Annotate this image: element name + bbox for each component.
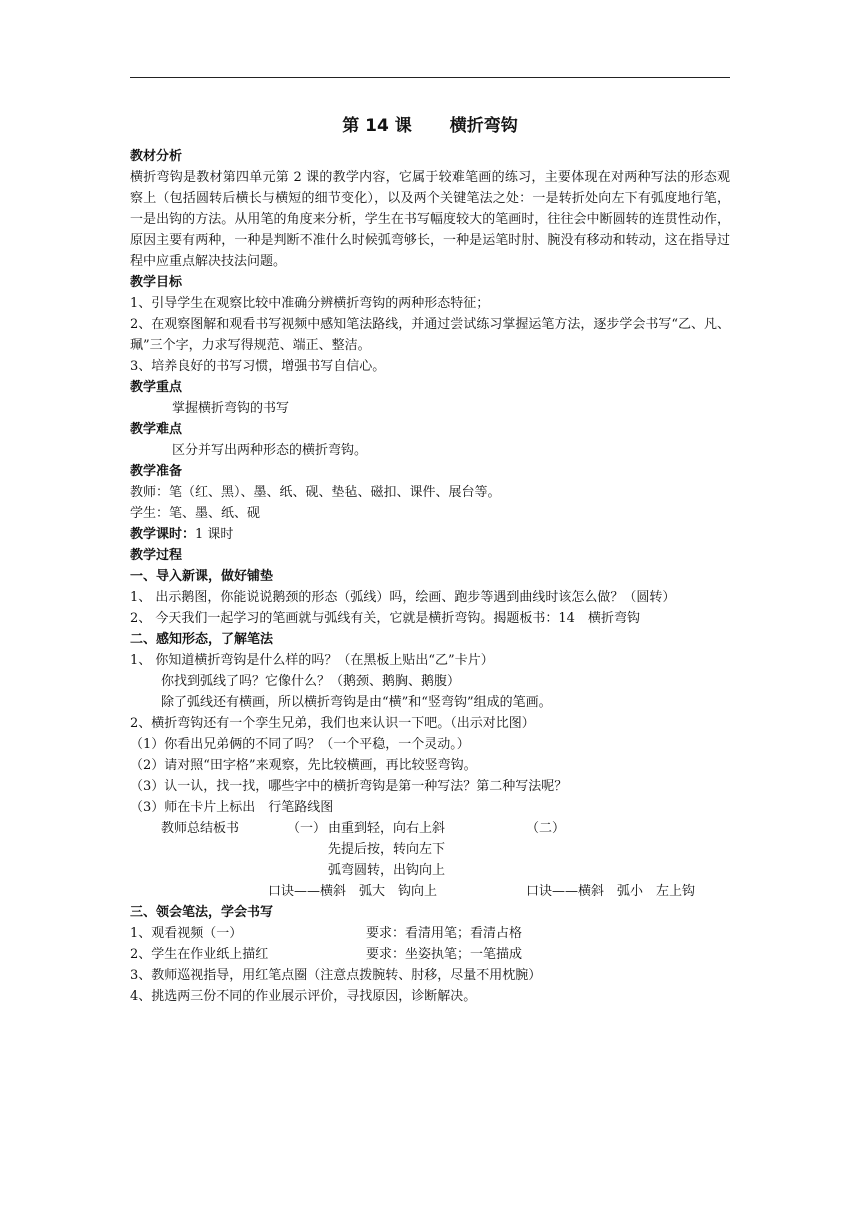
section2-q1: 1、 你知道横折弯钩是什么样的吗？（在黑板上贴出“乙”卡片） bbox=[130, 653, 494, 668]
section3-r2a: 2、学生在作业纸上描红 bbox=[130, 947, 269, 962]
board-one-line-1: 由重到轻，向右上斜 bbox=[328, 821, 446, 836]
section1-item-2: 2、 今天我们一起学习的笔画就与弧线有关，它就是横折弯钩。揭题板书：14 横折弯钩 bbox=[130, 611, 640, 626]
page-title bbox=[130, 112, 730, 140]
section3-r4: 4、挑选两三份不同的作业展示评价，寻找原因，诊断解决。 bbox=[130, 989, 477, 1004]
keypoint-text: 掌握横折弯钩的书写 bbox=[172, 401, 290, 416]
keypoint-heading: 教学重点 bbox=[130, 380, 183, 395]
goal-item-3: 3、培养良好的书写习惯，增强书写自信心。 bbox=[130, 359, 386, 374]
section3-r3: 3、教师巡视指导，用红笔点圈（注意点拨腕转、肘移，尽量不用枕腕） bbox=[130, 968, 542, 983]
header-rule bbox=[130, 77, 730, 78]
board-row-2 bbox=[130, 839, 730, 860]
board-two-tag: （二） bbox=[526, 821, 566, 836]
goal-item-1: 1、引导学生在观察比较中准确分辨横折弯钩的两种形态特征； bbox=[130, 296, 490, 311]
section2-heading: 二、感知形态，了解笔法 bbox=[130, 632, 274, 647]
section3-r1a: 1、观看视频（一） bbox=[130, 926, 243, 941]
lesson-name: 横折弯钩 bbox=[449, 116, 518, 136]
board-one-line-2: 先提后按，转向左下 bbox=[328, 842, 446, 857]
hours-value: 1 课时 bbox=[195, 527, 234, 542]
hours-line bbox=[130, 524, 730, 545]
board-one-tag: （一） bbox=[287, 821, 327, 836]
rhyme-one: 口诀——横斜 弧大 钩向上 bbox=[268, 884, 438, 899]
goals-heading: 教学目标 bbox=[130, 275, 183, 290]
section1-heading: 一、导入新课，做好铺垫 bbox=[130, 569, 274, 584]
rhyme-two: 口诀——横斜 弧小 左上钩 bbox=[526, 884, 696, 899]
board-label: 教师总结板书 bbox=[161, 821, 240, 836]
section2-sub-1: （1）你看出兄弟俩的不同了吗？（一个平稳，一个灵动。） bbox=[130, 737, 470, 752]
board-row-4 bbox=[130, 881, 730, 902]
board-one-line-3: 弧弯圆转，出钩向上 bbox=[328, 863, 446, 878]
section2-q2: 2、横折弯钩还有一个孪生兄弟，我们也来认识一下吧。（出示对比图） bbox=[130, 716, 535, 731]
lesson-number: 第 14 课 bbox=[342, 116, 412, 136]
prep-heading: 教学准备 bbox=[130, 464, 183, 479]
prep-teacher: 教师：笔（红、黑）、墨、纸、砚、垫毡、磁扣、课件、展台等。 bbox=[130, 485, 501, 500]
goal-item-2: 2、在观察图解和观看书写视频中感知笔法路线，并通过尝试练习掌握运笔方法，逐步学会书写“乙、凡、珮”三个字，力求写得规范、端正、整洁。 bbox=[130, 317, 730, 353]
process-heading: 教学过程 bbox=[130, 548, 183, 563]
document-body bbox=[130, 112, 730, 1007]
section2-sub-2: （2）请对照“田字格”来观察，先比较横画，再比较竖弯钩。 bbox=[130, 758, 477, 773]
difficulty-heading: 教学难点 bbox=[130, 422, 183, 437]
board-row-1 bbox=[130, 818, 730, 839]
section2-q1b: 除了弧线还有横画，所以横折弯钩是由“横”和“竖弯钩”组成的笔画。 bbox=[161, 695, 552, 710]
difficulty-text: 区分并写出两种形态的横折弯钩。 bbox=[172, 443, 368, 458]
section3-r1b: 要求：看清用笔；看清占格 bbox=[366, 926, 523, 941]
section2-q1a: 你找到弧线了吗？它像什么？（鹅颈、鹅胸、鹅腹） bbox=[161, 674, 461, 689]
hours-label: 教学课时： bbox=[130, 527, 196, 542]
analysis-heading: 教材分析 bbox=[130, 149, 183, 164]
section3-row-1 bbox=[130, 923, 730, 944]
board-row-3 bbox=[130, 860, 730, 881]
section3-row-2 bbox=[130, 944, 730, 965]
analysis-text: 横折弯钩是教材第四单元第 2 课的教学内容，它属于较难笔画的练习，主要体现在对两种写法的形态观察上（包括圆转后横长与横短的细节变化），以及两个关键笔法之处：一是转折处向左下有弧度地行笔，一是出钩的方法。从用笔的角度来分析，学生在书写幅度较大的笔画时，往往会中断圆转的连贯性动作，原因主要有两种，一种是判断不准什么时候弧弯够长，一种是运笔时肘、腕没有移动和转动，这在指导过程中应重点解决技法问题。 bbox=[130, 170, 730, 269]
section1-item-1: 1、 出示鹅图，你能说说鹅颈的形态（弧线）吗，绘画、跑步等遇到曲线时该怎么做？（圆转） bbox=[130, 590, 676, 605]
section3-r2b: 要求：坐姿执笔；一笔描成 bbox=[366, 947, 523, 962]
section2-sub-3: （3）认一认，找一找，哪些字中的横折弯钩是第一种写法？第二种写法呢？ bbox=[130, 779, 568, 794]
section3-heading: 三、领会笔法，学会书写 bbox=[130, 905, 274, 920]
section2-sub-4: （3）师在卡片上标出 行笔路线图 bbox=[130, 800, 334, 815]
prep-student: 学生：笔、墨、纸、砚 bbox=[130, 506, 261, 521]
